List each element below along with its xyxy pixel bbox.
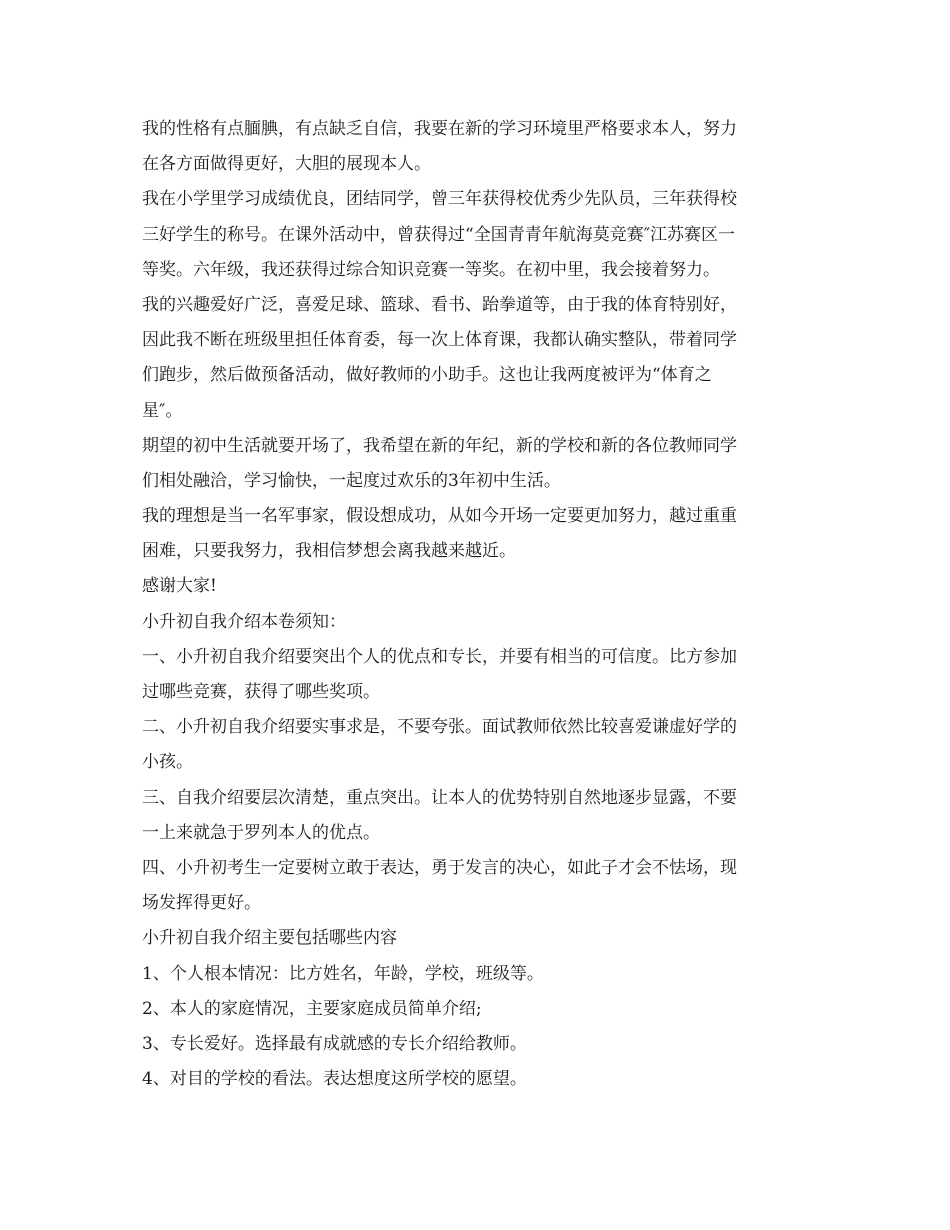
text-line: 我在小学里学习成绩优良，团结同学，曾三年获得校优秀少先队员，三年获得校	[142, 189, 737, 210]
text-line: 一、小升初自我介绍要突出个人的优点和专长，并要有相当的可信度。比方参加	[142, 646, 737, 667]
text-line: 们相处融洽，学习愉快，一起度过欢乐的3年初中生活。	[142, 470, 561, 491]
text-line: 因此我不断在班级里担任体育委，每一次上体育课，我都认确实整队，带着同学	[142, 330, 737, 351]
text-line: 三、自我介绍要层次清楚，重点突出。让本人的优势特别自然地逐步显露，不要	[142, 787, 737, 808]
text-line: 我的性格有点腼腆，有点缺乏自信，我要在新的学习环境里严格要求本人，努力	[142, 119, 737, 139]
text-line: 感谢大家!	[142, 576, 217, 597]
text-line: 等奖。六年级，我还获得过综合知识竞赛一等奖。在初中里，我会接着努力。	[142, 259, 720, 280]
text-line: 4、对目的学校的看法。表达想度这所学校的愿望。	[142, 1069, 527, 1090]
text-line: 我的理想是当一名军事家，假设想成功，从如今开场一定要更加努力，越过重重	[142, 506, 737, 527]
text-line: 1、个人根本情况：比方姓名，年龄，学校，班级等。	[142, 963, 544, 984]
text-line: 三好学生的称号。在课外活动中，曾获得过“全国青青年航海莫竞赛″江苏赛区一	[142, 224, 736, 245]
text-line: 四、小升初考生一定要树立敢于表达，勇于发言的决心，如此子才会不怯场，现	[142, 857, 737, 878]
text-line: 小孩。	[142, 752, 193, 773]
text-line: 一上来就急于罗列本人的优点。	[142, 822, 380, 843]
text-line: 二、小升初自我介绍要实事求是，不要夸张。面试教师依然比较喜爱谦虚好学的	[142, 717, 737, 738]
text-line: 们跑步，然后做预备活动，做好教师的小助手。这也让我两度被评为“体育之	[142, 365, 712, 386]
text-line: 2、本人的家庭情况，主要家庭成员简单介绍;	[142, 998, 482, 1019]
text-line: 场发挥得更好。	[142, 893, 261, 914]
text-line: 在各方面做得更好，大胆的展现本人。	[142, 154, 431, 175]
text-line: 小升初自我介绍本卷须知：	[142, 611, 346, 632]
text-line: 我的兴趣爱好广泛，喜爱足球、篮球、看书、跆拳道等，由于我的体育特别好，	[142, 294, 737, 315]
text-line: 星″。	[142, 400, 183, 421]
document-body	[142, 112, 812, 1097]
text-line: 3、专长爱好。选择最有成就感的专长介绍给教师。	[142, 1033, 527, 1054]
text-line: 困难，只要我努力，我相信梦想会离我越来越近。	[142, 541, 516, 562]
text-line: 过哪些竞赛，获得了哪些奖项。	[142, 682, 380, 702]
text-line: 小升初自我介绍主要包括哪些内容	[142, 928, 397, 949]
text-line: 期望的初中生活就要开场了，我希望在新的年纪，新的学校和新的各位教师同学	[142, 435, 737, 456]
